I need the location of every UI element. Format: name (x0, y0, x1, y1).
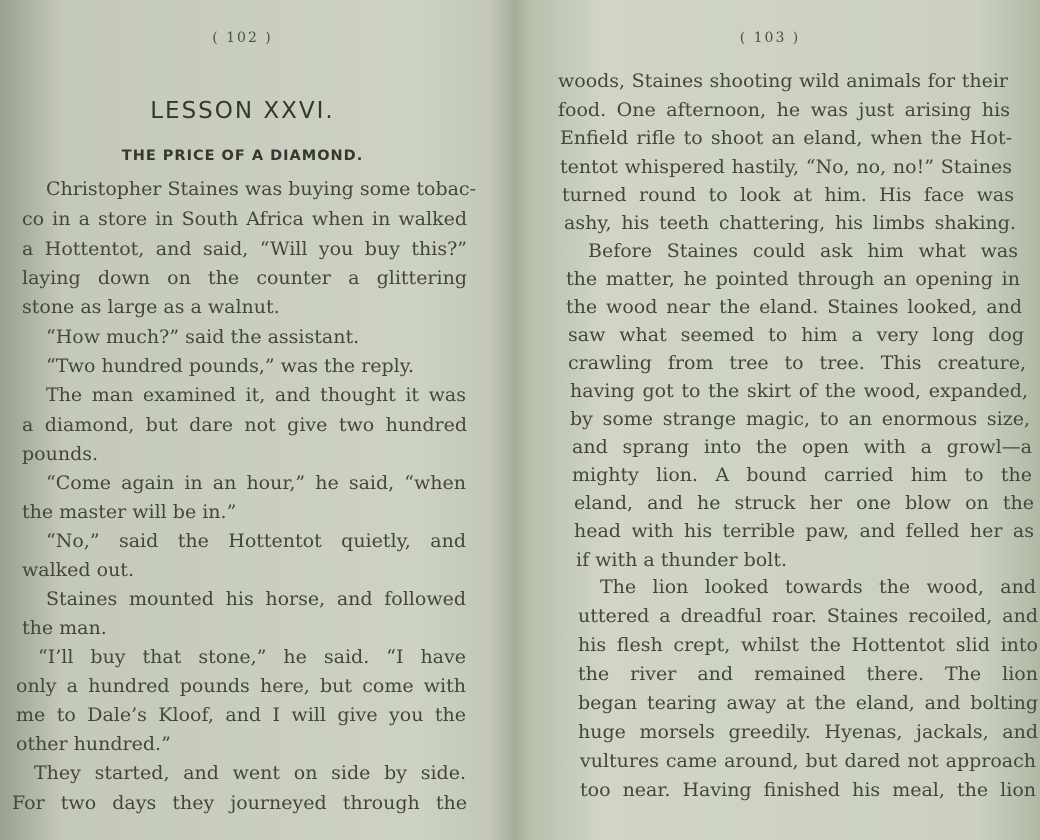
page-number-left: ( 102 ) (212, 30, 273, 46)
text-line: his flesh crept, whilst the Hottentot slid into (578, 634, 1038, 656)
page-number-right: ( 103 ) (739, 30, 801, 46)
text-line: began tearing away at the eland, and bolting (578, 692, 1038, 714)
text-line: mighty lion. A bound carried him to the (572, 464, 1032, 486)
text-line: a Hottentot, and said, “Will you buy this?” (22, 238, 467, 260)
text-line: uttered a dreadful roar. Staines recoiled, and (578, 605, 1038, 627)
text-line: They started, and went on side by side. (34, 762, 466, 784)
text-line: food. One afternoon, he was just arising his (558, 99, 1010, 121)
text-line: Staines mounted his horse, and followed (46, 588, 466, 610)
lesson-subtitle: THE PRICE OF A DIAMOND. (121, 148, 364, 164)
text-line: only a hundred pounds here, but come with (16, 675, 466, 697)
text-line: and sprang into the open with a growl—a (572, 436, 1032, 458)
text-line: stone as large as a walnut. (22, 296, 280, 318)
text-line: saw what seemed to him a very long dog (568, 324, 1024, 346)
text-line: co in a store in South Africa when in walked (22, 208, 467, 230)
text-line: The lion looked towards the wood, and (600, 576, 1036, 598)
text-line: laying down on the counter a glittering (22, 267, 467, 289)
text-line: tentot whispered hastily, “No, no, no!” Staines (560, 156, 1012, 178)
text-line: the master will be in.” (22, 501, 237, 523)
text-line: Enfield rifle to shoot an eland, when the Hot- (560, 127, 1012, 149)
right-page (520, 0, 1040, 840)
text-line: a diamond, but dare not give two hundred (22, 414, 467, 436)
text-line: the man. (22, 617, 107, 639)
text-line: if with a thunder bolt. (576, 549, 787, 571)
text-line: “I’ll buy that stone,” he said. “I have (38, 646, 466, 668)
text-line: the river and remained there. The lion (578, 663, 1038, 685)
text-line: vultures came around, but dared not approach (580, 750, 1036, 772)
lesson-title: LESSON XXVI. (150, 98, 335, 124)
text-line: crawling from tree to tree. This creature, (568, 352, 1026, 374)
text-line: me to Dale’s Kloof, and I will give you the (16, 704, 466, 726)
text-line: walked out. (22, 559, 134, 581)
text-line: head with his terrible paw, and felled her as (574, 520, 1034, 542)
text-line: turned round to look at him. His face was (562, 184, 1014, 206)
text-line: huge morsels greedily. Hyenas, jackals, and (578, 721, 1038, 743)
text-line: “How much?” said the assistant. (46, 326, 360, 348)
text-line: too near. Having finished his meal, the lion (580, 779, 1036, 801)
text-line: by some strange magic, to an enormous size, (570, 408, 1030, 430)
text-line: having got to the skirt of the wood, expanded, (570, 380, 1028, 402)
text-line: “Come again in an hour,” he said, “when (46, 472, 466, 494)
text-line: “No,” said the Hottentot quietly, and (46, 530, 466, 552)
text-line: The man examined it, and thought it was (46, 384, 466, 406)
text-line: Before Staines could ask him what was (588, 240, 1018, 262)
text-line: pounds. (22, 443, 99, 465)
text-line: For two days they journeyed through the (12, 792, 467, 814)
text-line: eland, and he struck her one blow on the (574, 492, 1034, 514)
left-page (0, 0, 505, 840)
text-line: the wood near the eland. Staines looked, and (566, 296, 1022, 318)
text-line: Christopher Staines was buying some tobac- (46, 178, 476, 200)
text-line: other hundred.” (16, 733, 171, 755)
text-line: “Two hundred pounds,” was the reply. (46, 355, 414, 377)
text-line: ashy, his teeth chattering, his limbs shaking. (564, 212, 1016, 234)
text-line: the matter, he pointed through an opening in (566, 268, 1020, 290)
text-line: woods, Staines shooting wild animals for their (558, 70, 1008, 92)
